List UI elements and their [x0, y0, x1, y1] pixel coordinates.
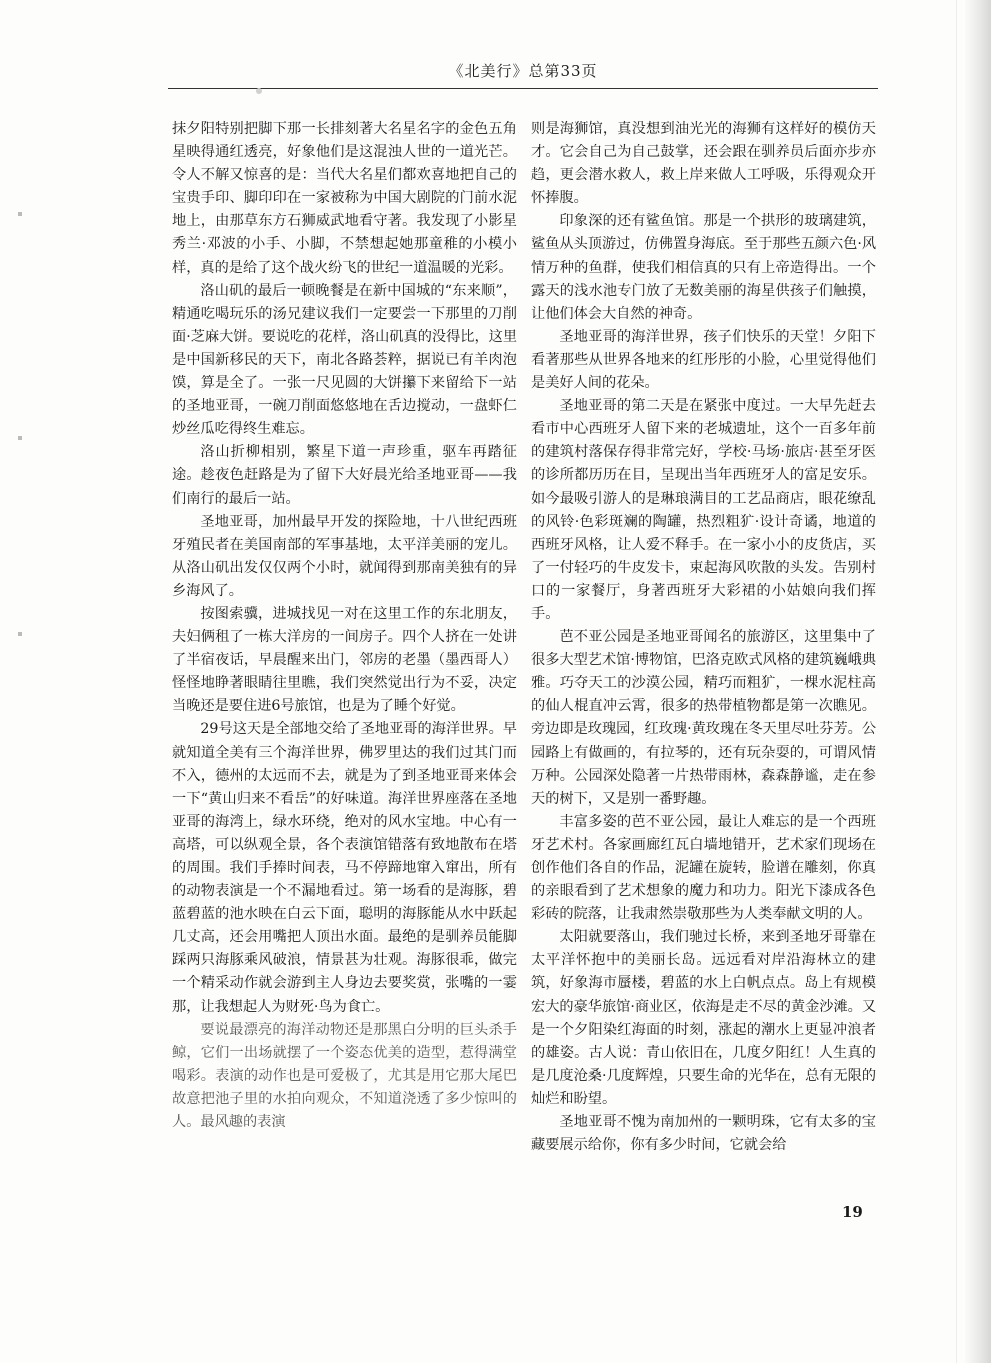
page-fold-line: [956, 0, 957, 1363]
margin-speck: [18, 632, 22, 636]
paragraph: 太阳就要落山，我们驰过长桥，来到圣地牙哥靠在太平洋怀抱中的美丽长岛。远远看对岸沿海林立的建筑，好象海市蜃楼，碧蓝的水上白帆点点。岛上有规模宏大的豪华旅馆·商业区，依海是走不尽的黄金沙滩。又是一个夕阳染红海面的时刻，涨起的潮水上更显冲浪者的雄姿。古人说：青山依旧在，几度夕阳红！人生真的是几度沧桑·几度辉煌，只要生命的光华在，总有无限的灿烂和盼望。: [531, 929, 877, 1107]
running-header: [168, 60, 878, 89]
paragraph: 则是海狮馆，真没想到油光光的海狮有这样好的模仿天才。它会自己为自己鼓掌，还会跟在驯养员后面亦步亦趋，更会潜水救人，救上岸来做人工呼吸，乐得观众开怀捧腹。: [531, 121, 876, 207]
paragraph: 圣地亚哥的第二天是在紧张中度过。一大早先赶去看市中心西班牙人留下来的老城遗址，这个一百多年前的建筑村落保存得非常完好，学校·马场·旅店·甚至牙医的诊所都历历在目，呈现出当年西班牙人的富足安乐。如今最吸引游人的是琳琅满目的工艺品商店，眼花缭乱的风铃·色彩斑斓的陶罐，热烈粗犷·设计奇谲，地道的西班牙风格，让人爱不释手。在一家小小的皮货店，买了一付轻巧的牛皮发卡，束起海风吹散的头发。告别村口的一家餐厅，身著西班牙大彩裙的小姑娘向我们挥手。: [531, 398, 876, 622]
paragraph: 丰富多姿的芭不亚公园，最让人难忘的是一个西班牙艺术村。各家画廊红瓦白墙地错开，艺术家们现场在创作他们各自的作品，泥罐在旋转，脸谱在雕刻，你真的亲眼看到了艺术想象的魔力和功力。阳光下漆成各色彩砖的院落，让我肃然崇敬那些为人类奉献文明的人。: [531, 813, 876, 923]
margin-speck: [18, 212, 22, 216]
paragraph: 抹夕阳特别把脚下那一长排刻著大名星名字的金色五角星映得通红透亮，好象他们是这混浊人世的一道光芒。令人不解又惊喜的是：当代大名星们都欢喜地把自己的宝贵手印、脚印印在一家被称为中国大剧院的门前水泥地上，由那草东方石狮威武地看守著。我发现了小影星秀兰·邓波的小手、小脚，不禁想起她那童稚的小模小样，真的是给了这个战火纷飞的世纪一道温暖的光彩。: [172, 121, 517, 276]
paragraph: 洛山折柳相别，繁星下道一声珍重，驱车再踏征途。趁夜色赶路是为了留下大好晨光给圣地亚哥——我们南行的最后一站。: [172, 444, 517, 507]
right-column: [531, 118, 876, 1157]
paragraph: 圣地亚哥的海洋世界，孩子们快乐的天堂！夕阳下看著那些从世界各地来的红彤彤的小脸，心里觉得他们是美好人间的花朵。: [531, 328, 876, 392]
paragraph: 芭不亚公园是圣地亚哥闻名的旅游区，这里集中了很多大型艺术馆·博物馆，巴洛克欧式风格的建筑巍峨典雅。巧夺天工的沙漠公园，精巧而粗犷，一棵水泥柱高的仙人棍直冲云霄，很多的热带植物都是第一次瞧见。旁边即是玫瑰园，红玫瑰·黄玫瑰在冬天里尽吐芬芳。公园路上有做画的，有拉琴的，还有玩杂耍的，可谓风情万种。公园深处隐著一片热带雨林，森森静谧，走在参天的树下，又是别一番野趣。: [531, 629, 877, 807]
page-number: 19: [842, 1203, 863, 1221]
left-column: [172, 118, 517, 1134]
paragraph: 圣地亚哥，加州最早开发的探险地，十八世纪西班牙殖民者在美国南部的军事基地，太平洋美丽的宠儿。从洛山矶出发仅仅两个小时，就闻得到那南美独有的异乡海风了。: [172, 513, 517, 599]
scan-speck: [256, 88, 262, 94]
page-fold-shadow: [965, 0, 991, 1363]
paragraph: 按图索骥，进城找见一对在这里工作的东北朋友，夫妇俩租了一栋大洋房的一间房子。四个人挤在一处讲了半宿夜话，早晨醒来出门，邻房的老墨（墨西哥人）怪怪地睁著眼睛往里瞧，我们突然觉出行为不妥，决定当晚还是要住进6号旅馆，也是为了睡个好觉。: [172, 605, 517, 715]
paragraph: 圣地亚哥不愧为南加州的一颗明珠，它有太多的宝藏要展示给你，你有多少时间，它就会给: [531, 1114, 876, 1154]
margin-speck: [18, 436, 22, 440]
header-title: 《北美行》总第33页: [448, 62, 598, 80]
paragraph: 印象深的还有鲨鱼馆。那是一个拱形的玻璃建筑，鲨鱼从头顶游过，仿佛置身海底。至于那些五颜六色·风情万种的鱼群，使我们相信真的只有上帝造得出。一个露天的浅水池专门放了无数美丽的海星供孩子们触摸，让他们体会大自然的神奇。: [531, 213, 877, 322]
paragraph: 洛山矶的最后一顿晚餐是在新中国城的“东来顺”，精通吃喝玩乐的汤兄建议我们一定要尝一下那里的刀削面·芝麻大饼。要说吃的花样，洛山矶真的没得比，这里是中国新移民的天下，南北各路荟粹，据说已有羊肉泡馍，算是全了。一张一尺见圆的大饼攥下来留给下一站的圣地亚哥，一碗刀削面悠悠地在舌边搅动，一盘虾仁炒丝瓜吃得终生难忘。: [172, 282, 518, 438]
paragraph: 要说最漂亮的海洋动物还是那黑白分明的巨头杀手鲸，它们一出场就摆了一个姿态优美的造型，惹得满堂喝彩。表演的动作也是可爱极了，尤其是用它那大尾巴故意把池子里的水拍向观众，不知道浇透了多少惊叫的人。最风趣的表演: [172, 1021, 517, 1131]
header-rule: [168, 88, 878, 89]
paragraph: 29号这天是全部地交给了圣地亚哥的海洋世界。早就知道全美有三个海洋世界，佛罗里达的我们过其门而不入，德州的太远而不去，就是为了到圣地亚哥来体会一下“黄山归来不看岳”的好味道。海洋世界座落在圣地亚哥的海湾上，绿水环绕，绝对的风水宝地。中心有一高塔，可以纵观全景，各个表演馆错落有致地散布在塔的周围。我们手捧时间表，马不停蹄地窜入窜出，所有的动物表演是一个不漏地看过。第一场看的是海豚，碧蓝碧蓝的池水映在白云下面，聪明的海豚能从水中跃起几丈高，还会用嘴把人顶出水面。最绝的是驯养员能脚踩两只海豚乘风破浪，情景甚为壮观。海豚很乖，做完一个精采动作就会游到主人身边去要奖赏，张嘴的一霎那，让我想起人为财死·鸟为食亡。: [172, 721, 517, 1015]
